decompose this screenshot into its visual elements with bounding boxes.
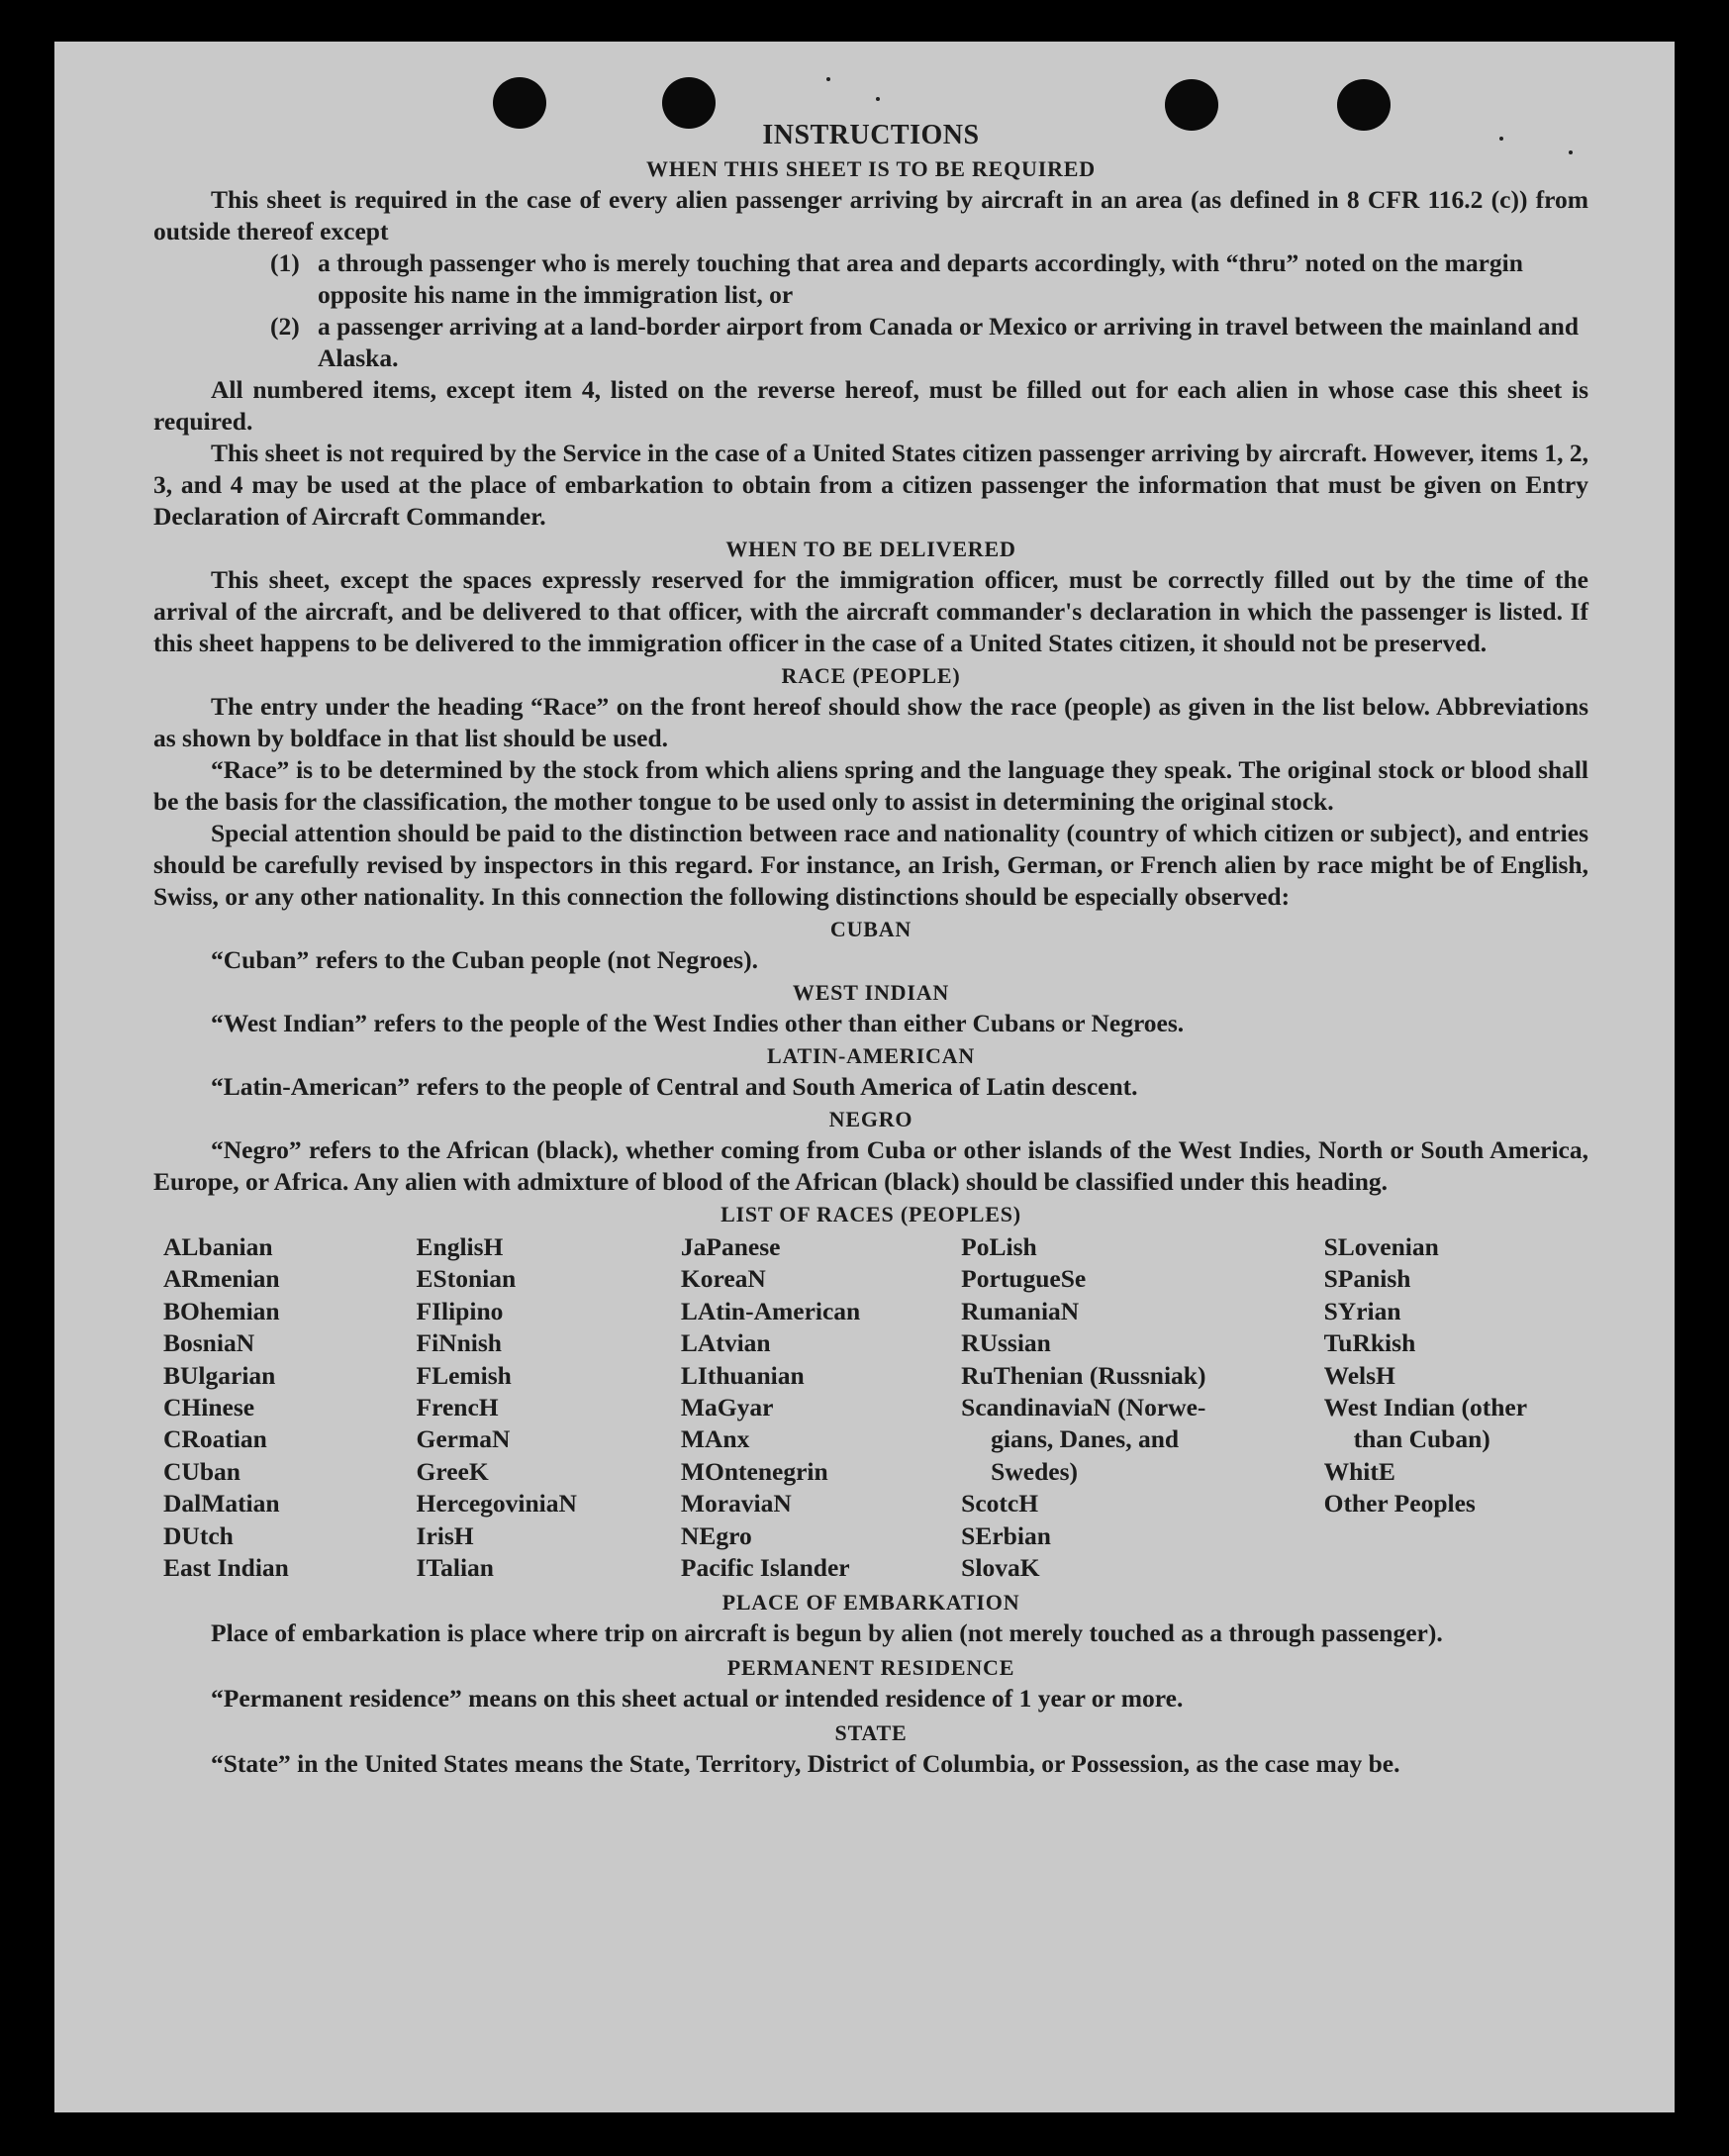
instructions-content	[153, 119, 1588, 1780]
race-entry: FIlipino	[416, 1296, 504, 1325]
heading-permanent-residence: PERMANENT RESIDENCE	[726, 1655, 1015, 1681]
exception-item: (2) a passenger arriving at a land-border airport from Canada or Mexico or arriving in travel between the mainland and Alaska.	[270, 312, 1580, 372]
race-entry: CHinese	[163, 1393, 255, 1422]
race-entry: LAtvian	[680, 1328, 771, 1358]
required-intro: This sheet is required in the case of every alien passenger arriving by aircraft in an area (as defined in 8 CFR 116.2 (c)) from outside thereof except	[153, 185, 1588, 245]
race-entry: Other Peoples	[1323, 1489, 1476, 1519]
state-text: “State” in the United States means the State, Territory, District of Columbia, or Possession, as the case may be.	[211, 1749, 1400, 1779]
races-column	[1324, 1231, 1588, 1584]
race-entry: FrencH	[416, 1393, 499, 1422]
page-title: INSTRUCTIONS	[762, 120, 980, 150]
heading-cuban: CUBAN	[829, 917, 913, 941]
race-para3: Special attention should be paid to the distinction between race and nationality (country of which citizen or subject), and entries should be carefully revised by inspectors in this regard. For instance, an Irish, German, or French alien by race might be of English, Swiss, or any other nationality. In this connection the following distinctions should be especially observed:	[153, 819, 1588, 911]
race-entry: ScotcH	[961, 1489, 1039, 1519]
residence-text: “Permanent residence” means on this sheet actual or intended residence of 1 year or more.	[211, 1684, 1184, 1714]
race-entry: LAtin-American	[680, 1296, 861, 1325]
race-entry: SlovaK	[961, 1553, 1040, 1583]
race-entry: SLovenian	[1323, 1232, 1439, 1261]
races-column	[681, 1231, 961, 1584]
race-entry: East Indian	[163, 1553, 289, 1583]
race-entry: gians, Danes, and	[991, 1424, 1180, 1454]
race-entry: MOntenegrin	[680, 1456, 828, 1486]
race-entry: IrisH	[416, 1520, 474, 1550]
race-entry: SYrian	[1323, 1296, 1401, 1325]
race-entry: MoraviaN	[680, 1489, 792, 1519]
race-entry: RumaniaN	[961, 1296, 1080, 1325]
race-entry: CUban	[163, 1456, 240, 1486]
heading-state: STATE	[834, 1720, 908, 1746]
negro-text: “Negro” refers to the African (black), whether coming from Cuba or other islands of the West Indies, North or South America, Europe, or Africa. Any alien with admixture of blood of the African (black) should be classified under this heading.	[153, 1135, 1588, 1196]
heading-negro: NEGRO	[828, 1107, 913, 1131]
race-entry: TuRkish	[1323, 1328, 1416, 1358]
race-entry: PortugueSe	[961, 1264, 1087, 1294]
cuban-text: “Cuban” refers to the Cuban people (not Negroes).	[211, 945, 758, 974]
heading-when-required: WHEN THIS SHEET IS TO BE REQUIRED	[646, 156, 1096, 181]
heading-list-of-races: LIST OF RACES (PEOPLES)	[720, 1202, 1021, 1226]
heading-latin-american: LATIN-AMERICAN	[766, 1043, 976, 1068]
race-entry: GermaN	[416, 1424, 511, 1454]
race-entry: ITalian	[416, 1553, 494, 1583]
embarkation-text: Place of embarkation is place where trip on aircraft is begun by alien (not merely touched as a through passenger).	[211, 1618, 1443, 1648]
race-entry: GreeK	[416, 1456, 489, 1486]
race-entry: Swedes)	[991, 1456, 1079, 1486]
race-entry: ScandinaviaN (Norwe-	[961, 1393, 1206, 1422]
race-entry: BUlgarian	[163, 1360, 276, 1390]
required-para3: This sheet is not required by the Service in the case of a United States citizen passenger arriving by aircraft. However, items 1, 2, 3, and 4 may be used at the place of embarkation to obtain from a citizen passenger the information that must be given on Entry Declaration of Aircraft Commander.	[153, 439, 1588, 531]
race-entry: SPanish	[1323, 1264, 1411, 1294]
race-entry: CRoatian	[163, 1424, 267, 1454]
race-entry: HercegoviniaN	[416, 1489, 577, 1519]
race-entry: WhitE	[1323, 1456, 1395, 1486]
delivered-text: This sheet, except the spaces expressly reserved for the immigration officer, must be correctly filled out by the time of the arrival of the aircraft, and be delivered to that officer, with the aircraft commander's declaration in which the passenger is listed. If this sheet happens to be delivered to the immigration officer in the case of a United States citizen, it should not be preserved.	[153, 565, 1588, 657]
heading-place-of-embarkation: PLACE OF EMBARKATION	[721, 1590, 1020, 1616]
race-entry: ARmenian	[163, 1264, 280, 1294]
west-indian-text: “West Indian” refers to the people of the West Indies other than either Cubans or Negroes.	[211, 1009, 1185, 1037]
race-para1: The entry under the heading “Race” on the front hereof should show the race (people) as given in the list below. Abbreviations as shown by boldface in that list should be used.	[153, 692, 1588, 752]
race-entry: than Cuban)	[1353, 1424, 1490, 1454]
race-entry: BOhemian	[163, 1296, 280, 1325]
race-entry: West Indian (other	[1323, 1393, 1528, 1422]
race-entry: DalMatian	[163, 1489, 280, 1519]
race-entry: BosniaN	[163, 1328, 255, 1358]
race-entry: WelsH	[1323, 1360, 1395, 1390]
race-entry: SErbian	[961, 1520, 1051, 1550]
race-entry: FLemish	[416, 1360, 512, 1390]
required-para2: All numbered items, except item 4, listed on the reverse hereof, must be filled out for each alien in whose case this sheet is required.	[153, 375, 1588, 436]
race-entry: LIthuanian	[680, 1360, 805, 1390]
race-entry: Pacific Islander	[680, 1553, 850, 1583]
document-sheet	[54, 42, 1675, 2112]
latin-american-text: “Latin-American” refers to the people of Central and South America of Latin descent.	[211, 1072, 1138, 1101]
races-column	[163, 1231, 417, 1584]
races-column	[417, 1231, 681, 1584]
race-entry: EnglisH	[416, 1232, 504, 1261]
heading-race: RACE (PEOPLE)	[781, 663, 961, 688]
race-entry: DUtch	[163, 1520, 234, 1550]
race-entry: JaPanese	[680, 1232, 781, 1261]
race-para2: “Race” is to be determined by the stock from which aliens spring and the language they speak. The original stock or blood shall be the basis for the classification, the mother tongue to be used only to assist in determining the original stock.	[153, 755, 1588, 816]
races-column	[961, 1231, 1323, 1584]
race-entry: MAnx	[680, 1424, 750, 1454]
race-entry: FiNnish	[416, 1328, 502, 1358]
race-entry: ALbanian	[163, 1232, 273, 1261]
race-entry: MaGyar	[680, 1393, 774, 1422]
race-entry: NEgro	[680, 1520, 752, 1550]
exception-item: (1) a through passenger who is merely touching that area and departs accordingly, with “thru” noted on the margin opposite his name in the immigration list, or	[270, 248, 1523, 309]
race-entry: EStonian	[416, 1264, 517, 1294]
heading-when-delivered: WHEN TO BE DELIVERED	[725, 537, 1016, 561]
heading-west-indian: WEST INDIAN	[792, 980, 950, 1005]
races-list	[163, 1231, 1588, 1584]
race-entry: RuThenian (Russniak)	[961, 1360, 1206, 1390]
race-entry: PoLish	[961, 1232, 1037, 1261]
race-entry: RUssian	[961, 1328, 1051, 1358]
race-entry: KoreaN	[680, 1264, 766, 1294]
